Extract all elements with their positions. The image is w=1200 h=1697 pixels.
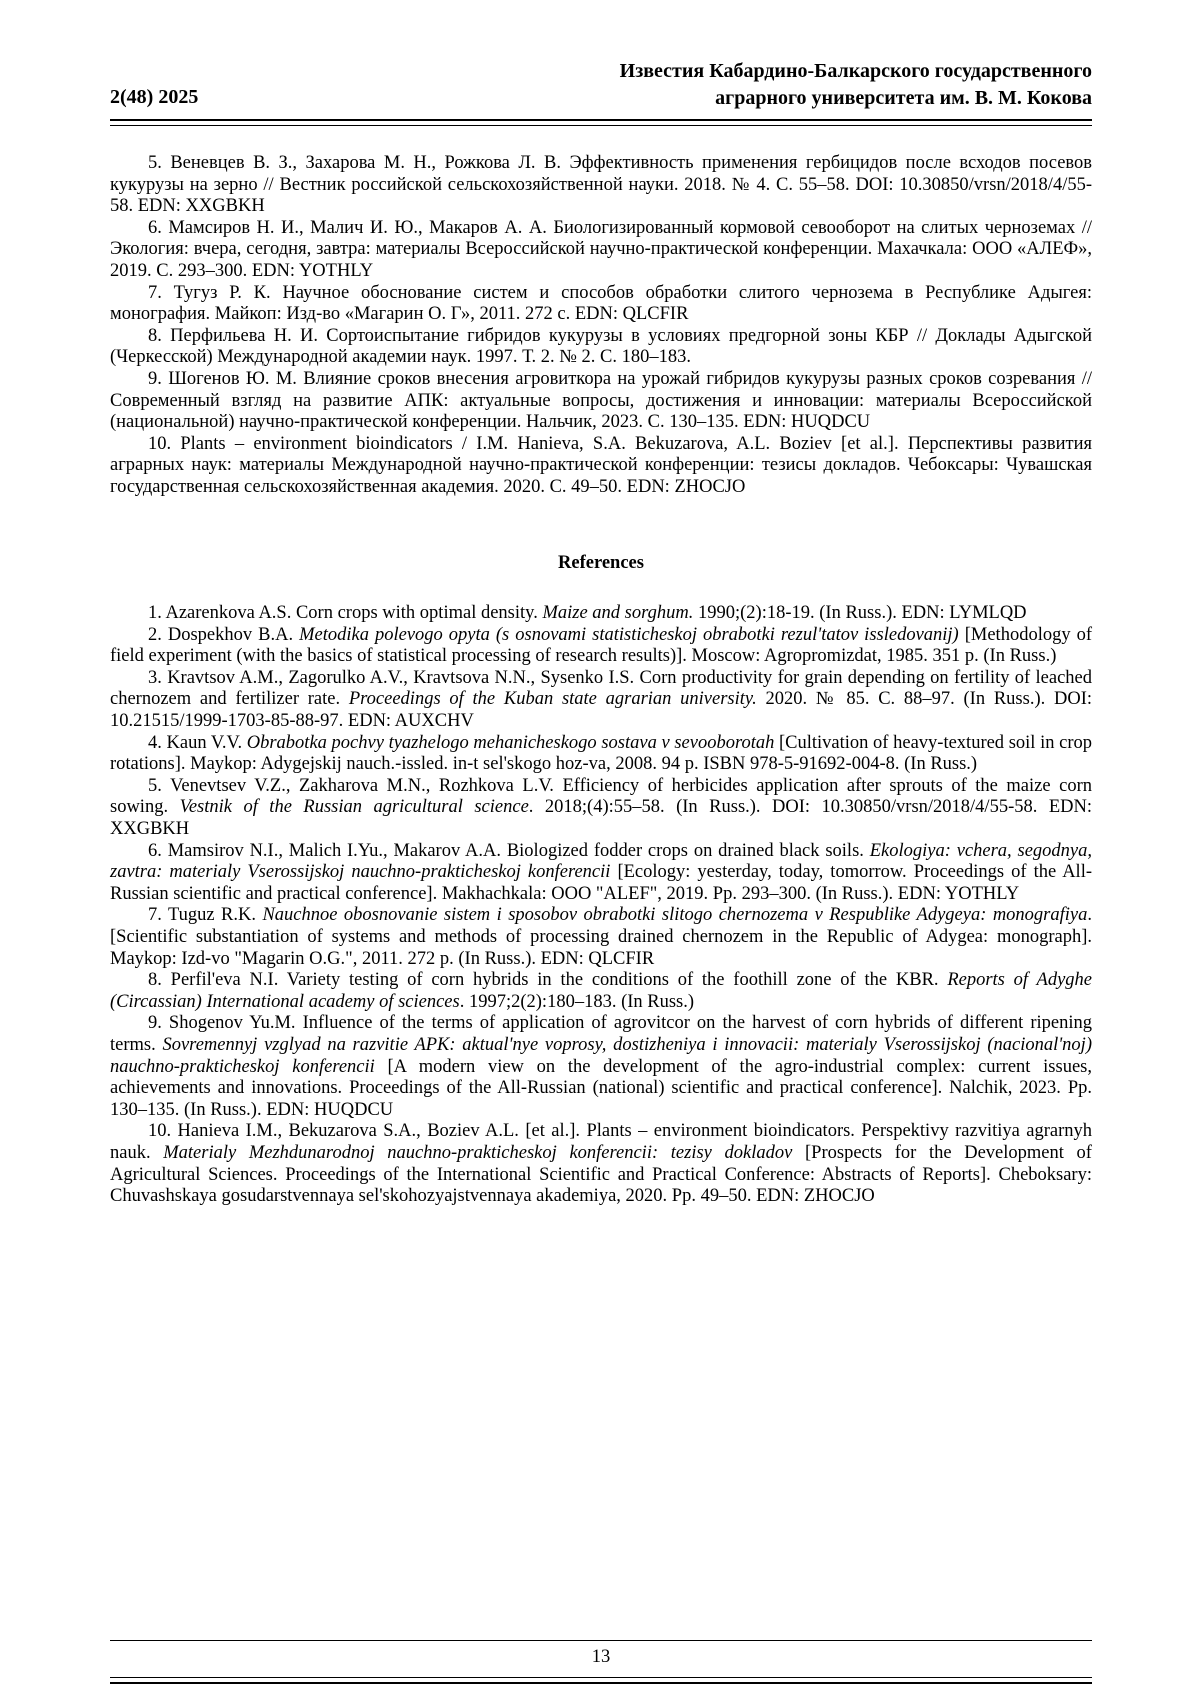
reference-ru-6: 6. Мамсиров Н. И., Малич И. Ю., Макаров А. А. Биологизированный кормовой севооборот на слитых черноземах // Экология: вчера, сегодня, завтра: материалы Всероссийской научно-практической конференции. Махачкала: ООО «АЛЕФ», 2019. С. 293–300. EDN: YOTHLY — [110, 217, 1092, 281]
journal-title-line-1: Известия Кабардино-Балкарского государственного — [619, 60, 1092, 82]
reference-en-3: 3. Kravtsov A.M., Zagorulko A.V., Kravtsova N.N., Sysenko I.S. Corn productivity for grain depending on fertility of leached chernozem and fertilizer rate. Proceedings of the Kuban state agrarian university. 2020. № 85. С. 88–97. (In Russ.). DOI: 10.21515/1999-1703-85-88-97. EDN: AUXCHV — [110, 667, 1093, 732]
journal-title — [620, 58, 1092, 112]
page-content — [110, 153, 1092, 1208]
reference-en-8: 8. Perfil'eva N.I. Variety testing of corn hybrids in the conditions of the foothill zone of the KBR. Reports of Adyghe (Circassian) International academy of sciences. 1997;2(2):180–183. (In Russ.) — [110, 970, 1092, 1012]
reference-ru-5: 5. Веневцев В. З., Захарова М. Н., Рожкова Л. В. Эффективность применения гербицидов после всходов посевов кукурузы на зерно // Вестник российской сельскохозяйственной науки. 2018. № 4. С. 55–58. DOI: 10.30850/vrsn/2018/4/55-58. EDN: XXGBKH — [110, 153, 1092, 217]
reference-en-9: 9. Shogenov Yu.M. Influence of the terms of application of agrovitcor on the harvest of corn hybrids of different ripening terms. Sovremennyj vzglyad na razvitie APK: aktual'nye voprosy, dostizheniya i innovacii: materialy Vserossijskoj (nacional'noj) nauchno-prakticheskoj konferencii [A modern view on the development of the agro-industrial complex: current issues, achievements and innovations. Proceedings of the All-Russian (national) scientific and practical conference]. Nalchik, 2023. Pp. 130–135. (In Russ.). EDN: HUQDCU — [110, 1013, 1092, 1120]
reference-en-6: 6. Mamsirov N.I., Malich I.Yu., Makarov A.A. Biologized fodder crops on drained black soils. Ekologiya: vchera, segodnya, zavtra: materialy Vserossijskoj nauchno-prakticheskoj konferencii [Ecology: yesterday, today, tomorrow. Proceedings of the All-Russian scientific and practical conference]. Makhachkala: ООО "ALEF", 2019. Pp. 293–300. (In Russ.). EDN: YOTHLY — [110, 840, 1092, 904]
reference-ru-8: 8. Перфильева Н. И. Сортоиспытание гибридов кукурузы в условиях предгорной зоны КБР // Доклады Адыгской (Черкесской) Международной академии наук. 1997. Т. 2. № 2. С. 180–183. — [110, 325, 1092, 368]
reference-en-2: 2. Dospekhov B.A. Metodika polevogo opyta (s osnovami statisticheskoj obrabotki rezul'tatov issledovanij) [Methodology of field experiment (with the basics of statistical processing of research results)]. Moscow: Agropromizdat, 1985. 351 p. (In Russ.) — [110, 624, 1092, 667]
russian-references-section — [110, 153, 1092, 499]
reference-en-5: 5. Venevtsev V.Z., Zakharova M.N., Rozhkova L.V. Efficiency of herbicides application after sprouts of the maize corn sowing. Vestnik of the Russian agricultural science. 2018;(4):55–58. (In Russ.). DOI: 10.30850/vrsn/2018/4/55-58. EDN: XXGBKH — [110, 775, 1092, 840]
reference-en-4: 4. Kaun V.V. Obrabotka pochvy tyazhelogo mehanicheskogo sostava v sevooborotah [Cultivation of heavy-textured soil in crop rotations]. Maykop: Adygejskij nauch.-issled. in-t sel'skogo hoz-va, 2008. 94 p. ISBN 978-5-91692-004-8. (In Russ.) — [110, 732, 1092, 775]
footer-double-rule — [110, 1677, 1092, 1684]
page-number: 13 — [591, 1647, 611, 1667]
reference-ru-10: 10. Plants – environment bioindicators / I.M. Hanieva, S.A. Bekuzarova, A.L. Boziev [et al.]. Перспективы развития аграрных наук: материалы Международной научно-практической конференции: тезисы докладов. Чебоксары: Чувашская государственная сельскохозяйственная академия. 2020. С. 49–50. EDN: ZHOCJO — [110, 433, 1092, 497]
references-heading: References — [558, 552, 644, 573]
english-references-section — [110, 603, 1092, 1208]
issue-number: 2(48) 2025 — [110, 86, 199, 108]
header-double-rule — [110, 119, 1092, 126]
reference-en-1: 1. Azarenkova A.S. Corn crops with optimal density. Maize and sorghum. 1990;(2):18-19. (In Russ.). EDN: LYMLQD — [148, 603, 1027, 624]
reference-ru-9: 9. Шогенов Ю. М. Влияние сроков внесения агровиткора на урожай гибридов кукурузы разных сроков созревания // Современный взгляд на развитие АПК: актуальные вопросы, достижения и инновации: материалы Всероссийской (национальной) научно-практической конференции. Нальчик, 2023. С. 130–135. EDN: HUQDCU — [110, 368, 1092, 433]
page-header — [110, 58, 1092, 112]
reference-en-7: 7. Tuguz R.K. Nauchnoe obosnovanie sistem i sposobov obrabotki slitogo chernozema v Respublike Adygeya: monografiya. [Scientific substantiation of systems and methods of processing drained chernozem in the Republic of Adygea: monograph]. Maykop: Izd-vo "Magarin O.G.", 2011. 272 p. (In Russ.). EDN: QLCFIR — [110, 905, 1092, 969]
page-footer — [110, 1640, 1092, 1684]
reference-ru-7: 7. Тугуз Р. К. Научное обоснование систем и способов обработки слитого чернозема в Республике Адыгея: монография. Майкоп: Изд-во «Магарин О. Г», 2011. 272 с. EDN: QLCFIR — [110, 282, 1092, 325]
journal-title-line-2: аграрного университета им. В. М. Кокова — [715, 87, 1092, 109]
reference-en-10: 10. Hanieva I.M., Bekuzarova S.A., Boziev A.L. [et al.]. Plants – environment bioindicators. Perspektivy razvitiya agrarnyh nauk. Materialy Mezhdunarodnoj nauchno-prakticheskoj konferencii: tezisy dokladov [Prospects for the Development of Agricultural Sciences. Proceedings of the International Scientific and Practical Conference: Abstracts of Reports]. Cheboksary: Chuvashskaya gosudarstvennaya sel'skohozyajstvennaya akademiya, 2020. Pp. 49–50. EDN: ZHOCJO — [110, 1121, 1092, 1207]
